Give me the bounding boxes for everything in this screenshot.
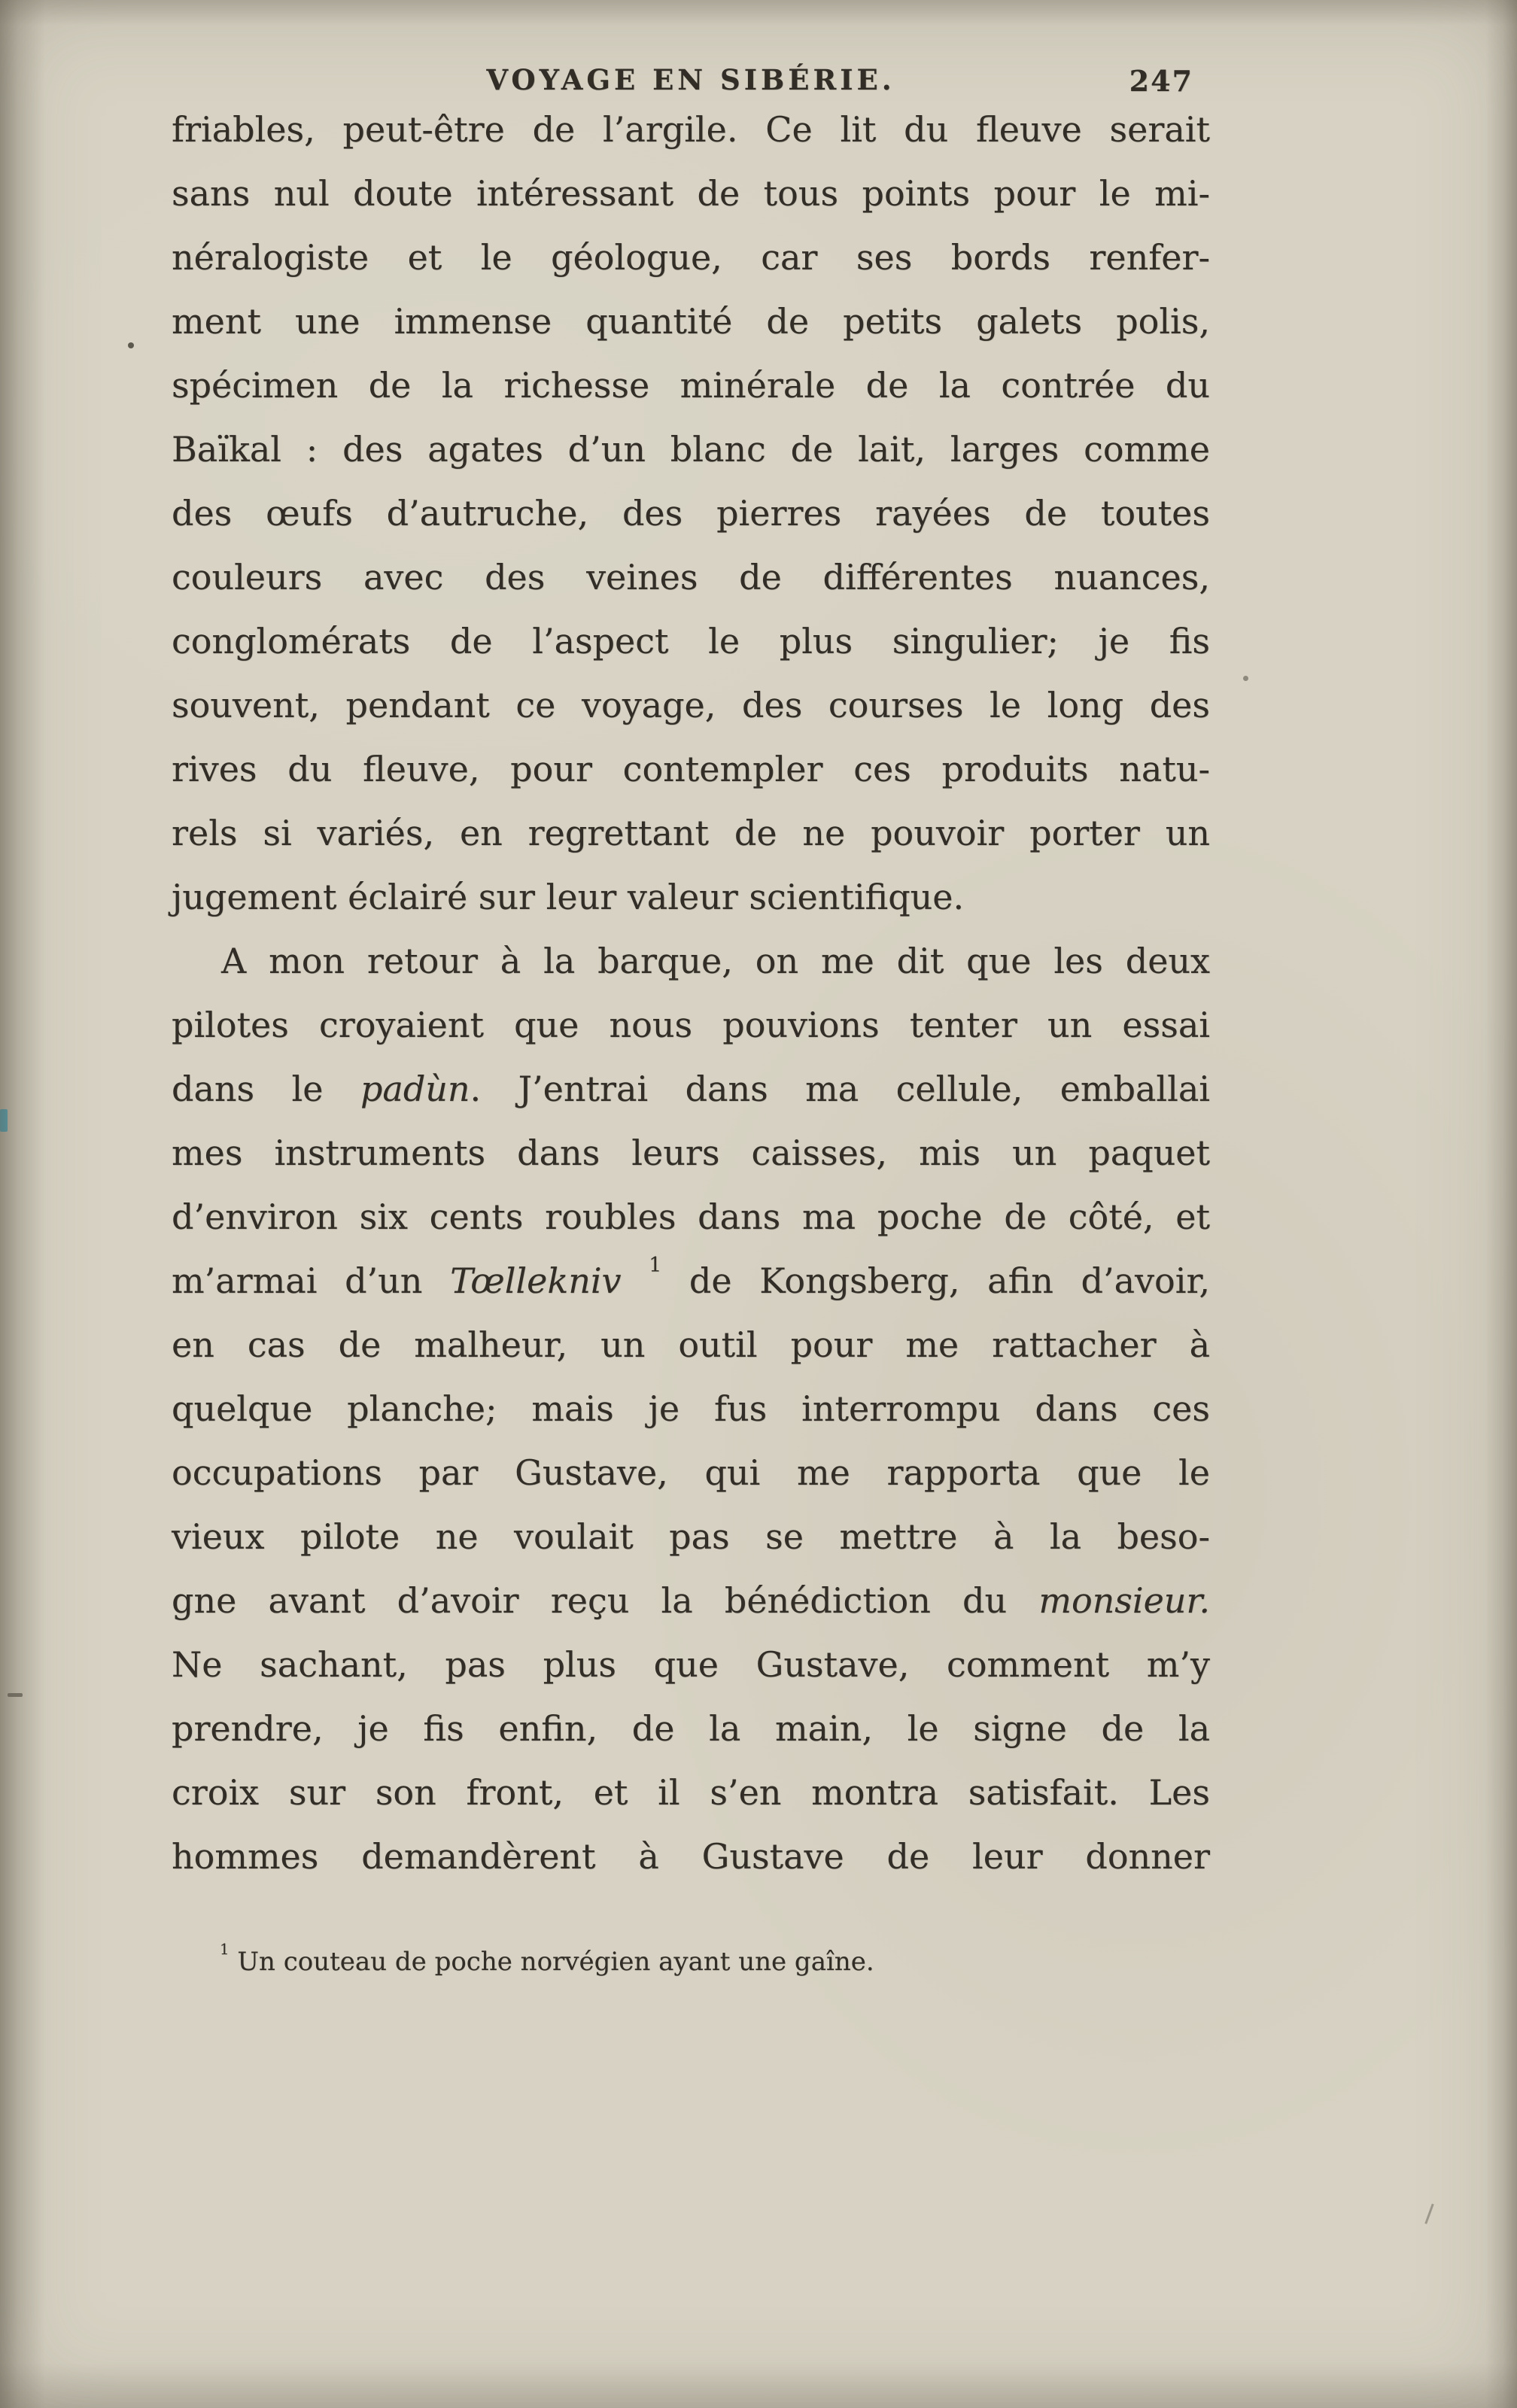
text-line: hommes demandèrent à Gustave de leur donner <box>172 1836 1210 1877</box>
text-line: croix sur son front, et il s’en montra satisfait. Les <box>172 1772 1210 1813</box>
text-line: friables, peut-être de l’argile. Ce lit du fleuve serait <box>172 109 1210 150</box>
text-line: Baïkal : des agates d’un blanc de lait, larges comme <box>172 429 1210 470</box>
text-line: d’environ six cents roubles dans ma poche de côté, et <box>172 1196 1210 1237</box>
ink-speck <box>1243 676 1248 681</box>
page-left-shadow <box>0 0 45 2408</box>
text-line: Ne sachant, pas plus que Gustave, comment m’y <box>172 1644 1210 1685</box>
text-line: conglomérats de l’aspect le plus singulier; je fis <box>172 621 1210 661</box>
text-line: jugement éclairé sur leur valeur scientifique. <box>172 877 965 917</box>
text-line: souvent, pendant ce voyage, des courses le long des <box>172 685 1210 725</box>
text-line: occupations par Gustave, qui me rapporta que le <box>172 1452 1210 1493</box>
running-title: VOYAGE EN SIBÉRIE. <box>486 63 895 96</box>
text-lines <box>172 98 1210 1889</box>
text-line: rels si variés, en regrettant de ne pouvoir porter un <box>172 813 1210 853</box>
text-line: néralogiste et le géologue, car ses bords renfer- <box>172 237 1210 278</box>
scan-slash-mark <box>1424 2203 1433 2224</box>
margin-dot-mark <box>128 342 134 348</box>
blue-pen-mark <box>0 1109 8 1132</box>
text-line: dans le padùn. J’entrai dans ma cellule, emballai <box>172 1069 1210 1109</box>
footnote-line: $^1$ Un couteau de poche norvégien ayant une gaîne. <box>220 1940 874 1977</box>
text-line: mes instruments dans leurs caisses, mis un paquet <box>172 1133 1210 1173</box>
text-line: gne avant d’avoir reçu la bénédiction du monsieur. <box>172 1580 1210 1621</box>
text-line: quelque planche; mais je fus interrompu dans ces <box>172 1388 1210 1429</box>
page-top-shadow <box>0 0 1517 26</box>
text-line: spécimen de la richesse minérale de la contrée du <box>172 365 1210 406</box>
text-line: des œufs d’autruche, des pierres rayées de toutes <box>172 493 1210 534</box>
text-line: sans nul doute intéressant de tous points pour le mi- <box>172 173 1210 214</box>
page-bottom-shadow <box>0 2363 1517 2408</box>
text-line: A mon retour à la barque, on me dit que les deux <box>221 941 1210 981</box>
text-line: en cas de malheur, un outil pour me rattacher à <box>172 1324 1210 1365</box>
page-right-shadow <box>1485 0 1517 2408</box>
text-line: ment une immense quantité de petits galets polis, <box>172 301 1210 342</box>
text-line: pilotes croyaient que nous pouvions tenter un essai <box>172 1005 1210 1045</box>
text-line: vieux pilote ne voulait pas se mettre à la beso- <box>172 1516 1210 1557</box>
text-block <box>172 98 1210 1889</box>
page-number: 247 <box>1129 64 1193 98</box>
edge-dash-mark <box>8 1693 23 1697</box>
text-line: prendre, je fis enfin, de la main, le signe de la <box>172 1708 1210 1749</box>
footnote <box>220 1940 1213 1979</box>
text-line: rives du fleuve, pour contempler ces produits natu- <box>172 749 1210 789</box>
text-line: m’armai d’un Tœllekniv $^1$ de Kongsberg, afin d’avoir, <box>172 1253 1210 1301</box>
text-line: couleurs avec des veines de différentes nuances, <box>172 557 1210 597</box>
